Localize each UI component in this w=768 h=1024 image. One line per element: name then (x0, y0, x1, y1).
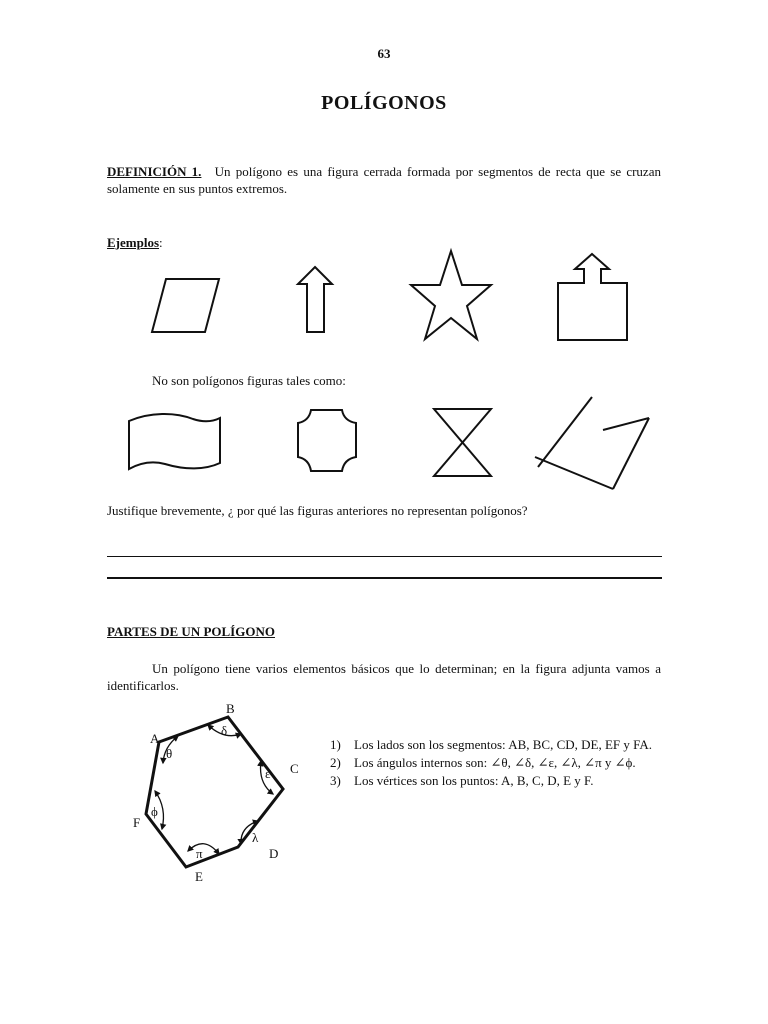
definition-term: DEFINICIÓN 1. (107, 164, 202, 179)
vertex-label-d: D (269, 846, 279, 861)
angle-arc-pi (188, 844, 219, 854)
vertex-label-f: F (133, 815, 141, 830)
definition-paragraph (107, 163, 661, 197)
list-item-number: 3) (330, 773, 341, 788)
list-item-text: Los ángulos internos son: ∠θ, ∠δ, ∠ε, ∠λ, ∠π y ∠ϕ. (354, 755, 636, 770)
list-item-number: 1) (330, 737, 341, 752)
list-item (330, 772, 665, 790)
answer-line-2[interactable] (107, 577, 662, 579)
parts-intro: Un polígono tiene varios elementos básicos que lo determinan; en la figura adjunta vamos a identificarlos. (107, 661, 661, 693)
question-text: Justifique brevemente, ¿ por qué las figuras anteriores no representan polígonos? (107, 503, 528, 518)
crossing-line-2 (603, 418, 649, 430)
page-number: 63 (377, 46, 391, 61)
angle-label-theta: θ (166, 746, 173, 761)
vertex-label-a: A (150, 731, 160, 746)
crossing-line-4 (535, 457, 613, 489)
hourglass-figure (434, 409, 491, 476)
answer-line-1[interactable] (107, 556, 662, 557)
vertex-label-c: C (290, 761, 299, 776)
page-title: POLÍGONOS (321, 92, 447, 114)
list-item-number: 2) (330, 755, 341, 770)
definition-text: Un polígono es una figura cerrada formada por segmentos de recta que se cruzan solamente en sus puntos extremos. (107, 164, 661, 196)
house-arrow-figure (558, 254, 627, 340)
angle-label-phi: ϕ (151, 804, 158, 819)
list-item (330, 754, 665, 772)
polygon-examples (0, 240, 768, 350)
crossing-line-1 (538, 397, 592, 467)
notched-square-figure (298, 410, 356, 471)
list-item-text: Los vértices son los puntos: A, B, C, D, E y F. (354, 773, 594, 788)
wavy-rectangle-figure (129, 414, 220, 469)
star-figure (411, 251, 491, 339)
vertex-label-e: E (195, 869, 203, 884)
angle-label-delta: δ (221, 723, 228, 738)
list-item (330, 736, 665, 754)
hexagon-shape (146, 717, 283, 867)
section-heading: PARTES DE UN POLÍGONO (107, 624, 275, 639)
angle-label-lambda: λ (252, 830, 259, 845)
arrow-figure (298, 267, 332, 332)
non-polygon-figures (0, 390, 768, 500)
angle-label-pi: π (196, 846, 203, 861)
crossing-line-3 (613, 418, 649, 489)
not-polygons-text: No son polígonos figuras tales como: (152, 373, 346, 388)
parallelogram-figure (152, 279, 219, 332)
vertex-label-b: B (226, 701, 235, 716)
hexagon-diagram (120, 695, 320, 890)
polygon-parts-list (330, 736, 665, 790)
angle-label-epsilon: ε (265, 766, 271, 781)
examples-colon: : (159, 235, 163, 250)
list-item-text: Los lados son los segmentos: AB, BC, CD, DE, EF y FA. (354, 737, 653, 752)
examples-label: Ejemplos (107, 235, 159, 250)
